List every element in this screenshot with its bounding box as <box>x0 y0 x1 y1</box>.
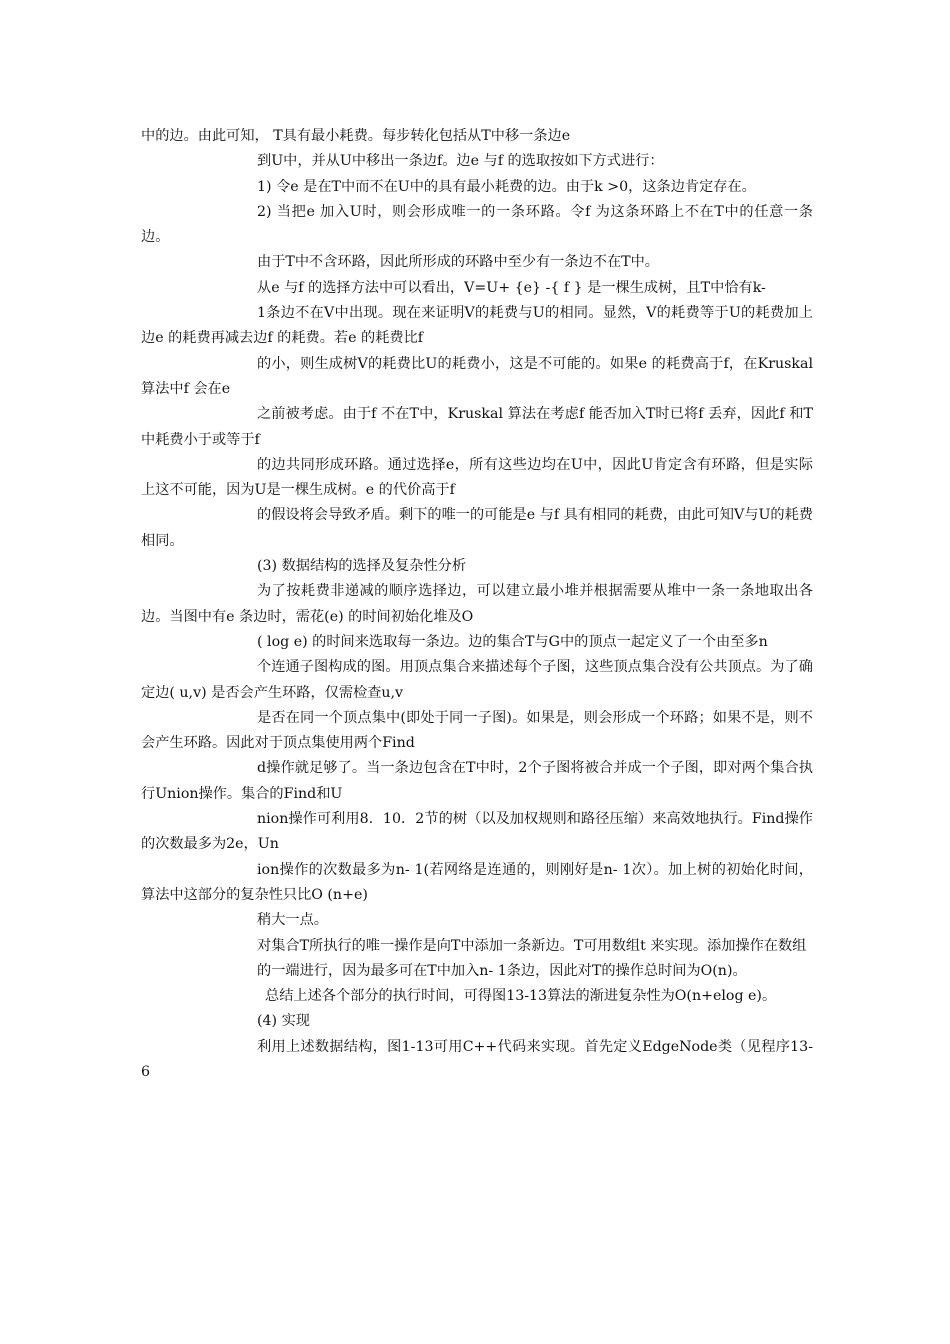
paragraph: 个连通子图构成的图。用顶点集合来描述每个子图，这些顶点集合没有公共顶点。为了确定边( u,v) 是否会产生环路，仅需检查u,v <box>141 659 813 701</box>
paragraph: 是否在同一个顶点集中(即处于同一子图)。如果是，则会形成一个环路；如果不是，则不会产生环路。因此对于顶点集使用两个Find <box>141 709 813 752</box>
paragraph: 的假设将会导致矛盾。剩下的唯一的可能是e 与f 具有相同的耗费，由此可知V与U的耗费相同。 <box>141 507 813 549</box>
document-body <box>141 124 813 1085</box>
paragraph: 到U中，并从U中移出一条边f。边e 与f 的选取按如下方式进行： <box>257 153 664 170</box>
paragraph: 2) 当把e 加入U时，则会形成唯一的一条环路。令f 为这条环路上不在T中的任意一条边。 <box>141 203 813 246</box>
paragraph: 对集合T所执行的唯一操作是向T中添加一条新边。T可用数组t 来实现。添加操作在数组 <box>257 937 807 954</box>
paragraph: ( log e) 的时间来选取每一条边。边的集合T与G中的顶点一起定义了一个由至多n <box>257 633 768 650</box>
paragraph: 1条边不在V中出现。现在来证明V的耗费与U的相同。显然，V的耗费等于U的耗费加上边e 的耗费再减去边f 的耗费。若e 的耗费比f <box>141 305 813 347</box>
paragraph: 稍大一点。 <box>257 912 328 929</box>
paragraph: 的小，则生成树V的耗费比U的耗费小，这是不可能的。如果e 的耗费高于f，在Kruskal算法中f 会在e <box>141 355 813 397</box>
paragraph: 之前被考虑。由于f 不在T中，Kruskal 算法在考虑f 能否加入T时已将f 丢弃，因此f 和T中耗费小于或等于f <box>141 406 813 448</box>
paragraph: ion操作的次数最多为n- 1(若网络是连通的，则刚好是n- 1次）。加上树的初始化时间，算法中这部分的复杂性只比O (n+e) <box>141 861 813 903</box>
paragraph: 由于T中不含环路，因此所形成的环路中至少有一条边不在T中。 <box>257 254 659 271</box>
paragraph: d操作就足够了。当一条边包含在T中时，2个子图将被合并成一个子图，即对两个集合执行Union操作。集合的Find和U <box>141 760 813 802</box>
paragraph: 总结上述各个部分的执行时间，可得图13-13算法的渐进复杂性为O(n+elog e)。 <box>265 988 777 1005</box>
paragraph: 的边共同形成环路。通过选择e，所有这些边均在U中，因此U肯定含有环路，但是实际上这不可能，因为U是一棵生成树。e 的代价高于f <box>141 456 813 499</box>
paragraph: nion操作可利用8．10．2节的树（以及加权规则和路径压缩）来高效地执行。Find操作的次数最多为2e，Un <box>141 811 813 853</box>
paragraph: 从e 与f 的选择方法中可以看出，V=U+ {e} -{ f } 是一棵生成树，且T中恰有k- <box>257 279 766 296</box>
section-heading: (3) 数据结构的选择及复杂性分析 <box>257 558 467 575</box>
paragraph: 利用上述数据结构，图1-13可用C++代码来实现。首先定义EdgeNode类（见程序13-6 <box>141 1038 813 1080</box>
paragraph: 的一端进行，因为最多可在T中加入n- 1条边，因此对T的操作总时间为O(n)。 <box>257 962 747 979</box>
paragraph: 为了按耗费非递减的顺序选择边，可以建立最小堆并根据需要从堆中一条一条地取出各边。当图中有e 条边时，需花(e) 的时间初始化堆及O <box>141 583 813 625</box>
paragraph: 中的边。由此可知， T具有最小耗费。每步转化包括从T中移一条边e <box>141 128 571 144</box>
paragraph: 1) 令e 是在T中而不在U中的具有最小耗费的边。由于k >0，这条边肯定存在。 <box>257 178 756 195</box>
section-heading: (4) 实现 <box>257 1013 310 1030</box>
